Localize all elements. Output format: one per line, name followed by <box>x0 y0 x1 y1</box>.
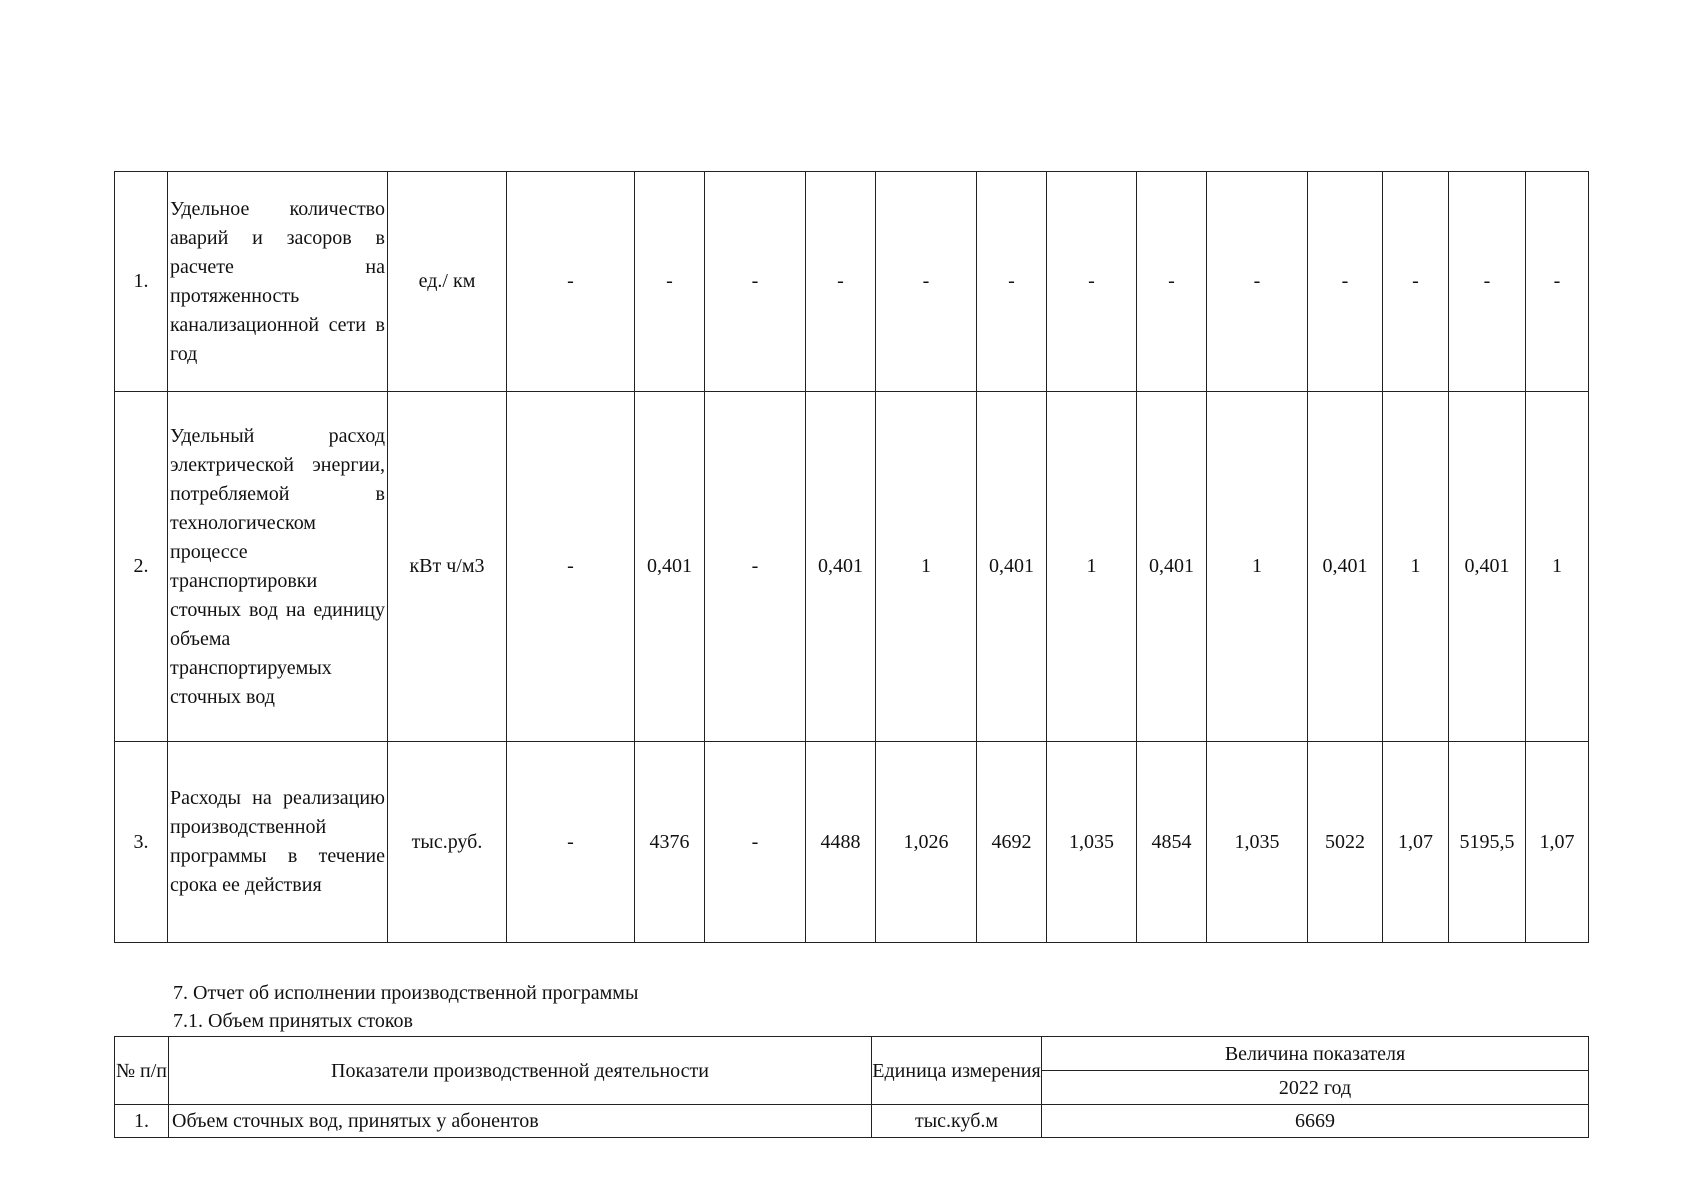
value-cell: - <box>1207 172 1308 392</box>
unit-cell: тыс.руб. <box>388 742 507 943</box>
unit-cell: тыс.куб.м <box>872 1105 1042 1138</box>
row-number: 1. <box>115 172 168 392</box>
value-cell: - <box>876 172 977 392</box>
value-cell: - <box>1449 172 1526 392</box>
value-cell: 1,07 <box>1526 742 1589 943</box>
value-cell: 6669 <box>1042 1105 1589 1138</box>
row-number: 2. <box>115 392 168 742</box>
value-cell: - <box>1047 172 1137 392</box>
value-cell: - <box>507 172 635 392</box>
value-cell: - <box>705 742 806 943</box>
value-cell: 1 <box>876 392 977 742</box>
indicators-table <box>114 171 1589 943</box>
table-header-row <box>115 1037 1589 1071</box>
indicator-name: Удельный расход электрической энергии, потребляемой в технологическом процессе транспортировки сточных вод на единицу объема транспортируемых сточных вод <box>168 392 388 742</box>
header-indicators: Показатели производственной деятельности <box>169 1037 872 1105</box>
value-cell: - <box>1137 172 1207 392</box>
indicator-name: Расходы на реализацию производственной программы в течение срока ее действия <box>168 742 388 943</box>
table-row <box>115 1105 1589 1138</box>
section-heading: 7. Отчет об исполнении производственной программы <box>173 982 639 1004</box>
header-year: 2022 год <box>1042 1071 1589 1105</box>
value-cell: 4376 <box>635 742 705 943</box>
value-cell: 1 <box>1207 392 1308 742</box>
indicator-name: Удельное количество аварий и засоров в расчете на протяженность канализационной сети в год <box>168 172 388 392</box>
value-cell: 1 <box>1526 392 1589 742</box>
table-row <box>115 742 1589 943</box>
value-cell: 5195,5 <box>1449 742 1526 943</box>
value-cell: 0,401 <box>1308 392 1383 742</box>
table-row <box>115 172 1589 392</box>
section-subheading: 7.1. Объем принятых стоков <box>173 1010 413 1032</box>
value-cell: - <box>977 172 1047 392</box>
value-cell: - <box>507 742 635 943</box>
value-cell: 0,401 <box>1449 392 1526 742</box>
unit-cell: ед./ км <box>388 172 507 392</box>
value-cell: 5022 <box>1308 742 1383 943</box>
value-cell: - <box>1308 172 1383 392</box>
value-cell: 1,035 <box>1207 742 1308 943</box>
row-number: 1. <box>115 1105 169 1138</box>
value-cell: - <box>806 172 876 392</box>
value-cell: 0,401 <box>635 392 705 742</box>
value-cell: - <box>705 172 806 392</box>
value-cell: 1 <box>1383 392 1449 742</box>
value-cell: 1 <box>1047 392 1137 742</box>
value-cell: 4854 <box>1137 742 1207 943</box>
value-cell: - <box>705 392 806 742</box>
header-num: № п/п <box>115 1037 169 1105</box>
value-cell: 1,035 <box>1047 742 1137 943</box>
unit-cell: кВт ч/м3 <box>388 392 507 742</box>
header-value: Величина показателя <box>1042 1037 1589 1071</box>
row-number: 3. <box>115 742 168 943</box>
value-cell: - <box>507 392 635 742</box>
value-cell: 0,401 <box>977 392 1047 742</box>
value-cell: - <box>1526 172 1589 392</box>
header-unit: Единица измерения <box>872 1037 1042 1105</box>
value-cell: 0,401 <box>1137 392 1207 742</box>
value-cell: 1,07 <box>1383 742 1449 943</box>
table-row <box>115 392 1589 742</box>
value-cell: - <box>635 172 705 392</box>
value-cell: 0,401 <box>806 392 876 742</box>
value-cell: 1,026 <box>876 742 977 943</box>
volume-table <box>114 1036 1589 1138</box>
indicator-name: Объем сточных вод, принятых у абонентов <box>169 1105 872 1138</box>
value-cell: - <box>1383 172 1449 392</box>
value-cell: 4692 <box>977 742 1047 943</box>
value-cell: 4488 <box>806 742 876 943</box>
